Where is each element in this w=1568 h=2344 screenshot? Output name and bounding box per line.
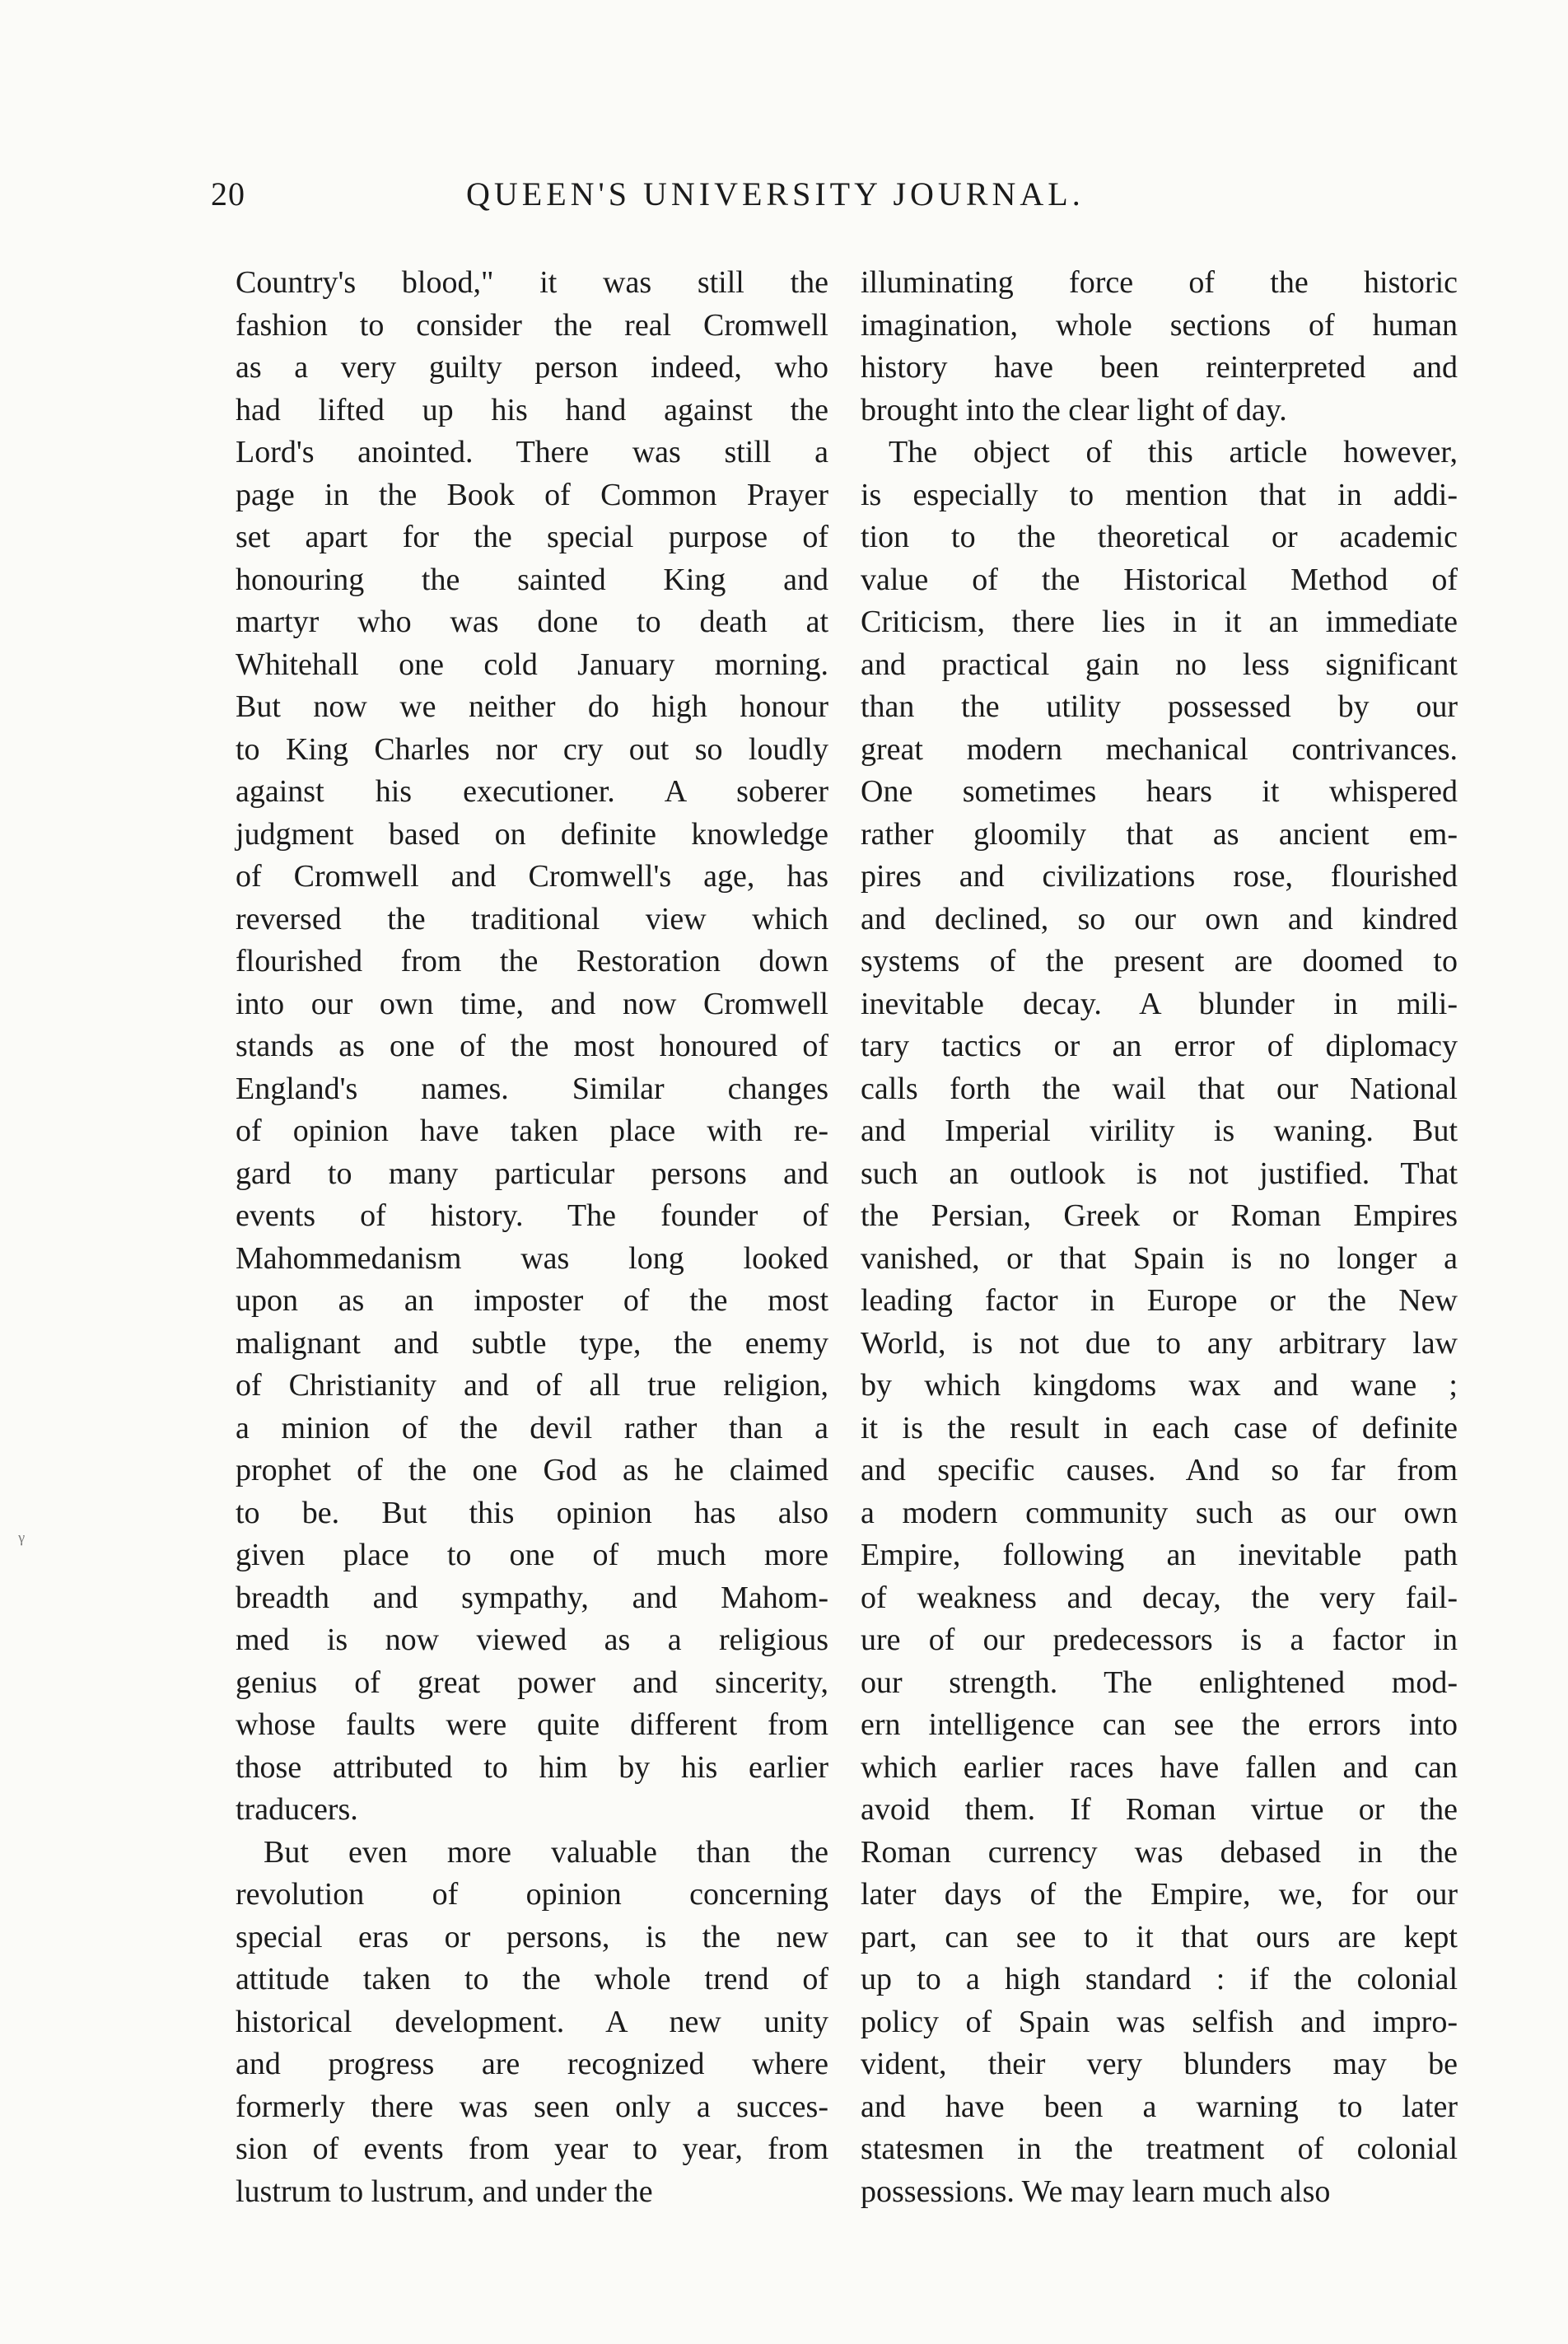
text-line: a minion of the devil rather than a	[236, 1410, 828, 1445]
text-line: ure of our predecessors is a factor in	[861, 1623, 1458, 1657]
text-line: and specific causes. And so far from	[861, 1453, 1458, 1487]
text-line: Empire, following an inevitable path	[861, 1538, 1458, 1572]
text-line: later days of the Empire, we, for our	[861, 1877, 1458, 1912]
text-line: set apart for the special purpose of	[236, 520, 828, 554]
text-line: calls forth the wail that our National	[861, 1071, 1458, 1106]
text-line: One sometimes hears it whispered	[861, 774, 1458, 809]
text-line: and declined, so our own and kindred	[861, 901, 1458, 936]
left-column	[236, 262, 828, 2213]
text-line: breadth and sympathy, and Mahom-	[236, 1580, 828, 1615]
text-line: history have been reinterpreted and	[861, 350, 1458, 385]
text-line: of Cromwell and Cromwell's age, has	[236, 859, 828, 894]
text-line: and have been a warning to later	[861, 2089, 1458, 2124]
text-line: martyr who was done to death at	[236, 605, 828, 639]
text-line: to be. But this opinion has also	[236, 1495, 828, 1530]
text-line: of opinion have taken place with re-	[236, 1114, 828, 1148]
text-line: England's names. Similar changes	[236, 1071, 828, 1106]
text-line: it is the result in each case of definite	[861, 1410, 1458, 1445]
text-line: leading factor in Europe or the New	[861, 1283, 1458, 1318]
text-line: honouring the sainted King and	[236, 562, 828, 597]
text-line: flourished from the Restoration down	[236, 944, 828, 978]
text-line: historical development. A new unity	[236, 2004, 828, 2039]
text-line: value of the Historical Method of	[861, 562, 1458, 597]
text-line: imagination, whole sections of human	[861, 307, 1458, 343]
text-line: to King Charles nor cry out so loudly	[236, 731, 828, 767]
journal-title: QUEEN'S UNIVERSITY JOURNAL.	[466, 175, 1085, 212]
text-line: med is now viewed as a religious	[236, 1623, 828, 1657]
scan-mark: ᵞ	[18, 1528, 25, 1555]
text-line: and progress are recognized where	[236, 2047, 828, 2081]
text-line: policy of Spain was selfish and impro-	[861, 2004, 1458, 2039]
text-line: reversed the traditional view which	[236, 901, 828, 936]
text-line: malignant and subtle type, the enemy	[236, 1325, 828, 1361]
text-line: revolution of opinion concerning	[236, 1877, 828, 1912]
text-line: and Imperial virility is waning. But	[861, 1114, 1458, 1148]
text-line: ern intelligence can see the errors into	[861, 1707, 1458, 1742]
text-line: avoid them. If Roman virtue or the	[861, 1792, 1458, 1827]
text-line: is especially to mention that in addi-	[861, 477, 1458, 512]
text-line: formerly there was seen only a succes-	[236, 2089, 828, 2124]
text-line: gard to many particular persons and	[236, 1156, 828, 1191]
text-line: World, is not due to any arbitrary law	[861, 1325, 1458, 1361]
text-line: by which kingdoms wax and wane ;	[861, 1368, 1458, 1403]
text-line: systems of the present are doomed to	[861, 944, 1458, 978]
text-line: into our own time, and now Cromwell	[236, 986, 828, 1021]
text-line: But even more valuable than the	[264, 1834, 828, 1870]
text-line: traducers.	[236, 1792, 358, 1827]
page-number: 20	[211, 175, 245, 212]
text-line: whose faults were quite different from	[236, 1707, 828, 1742]
text-line: as a very guilty person indeed, who	[236, 350, 828, 385]
text-line: rather gloomily that as ancient em-	[861, 816, 1458, 852]
text-line: The object of this article however,	[889, 435, 1458, 469]
text-line: sion of events from year to year, from	[236, 2132, 828, 2166]
text-line: the Persian, Greek or Roman Empires	[861, 1198, 1458, 1233]
text-line: great modern mechanical contrivances.	[861, 731, 1458, 767]
text-line: of Christianity and of all true religion,	[236, 1368, 828, 1403]
text-line: illuminating force of the historic	[861, 265, 1458, 300]
text-line: possessions. We may learn much also	[861, 2174, 1331, 2209]
text-line: those attributed to him by his earlier	[236, 1749, 828, 1785]
text-line: events of history. The founder of	[236, 1198, 828, 1233]
text-line: and practical gain no less significant	[861, 647, 1458, 682]
text-line: against his executioner. A soberer	[236, 774, 828, 809]
text-line: brought into the clear light of day.	[861, 392, 1287, 427]
text-line: pires and civilizations rose, flourished	[861, 859, 1458, 894]
text-line: attitude taken to the whole trend of	[236, 1962, 828, 1996]
text-line: of weakness and decay, the very fail-	[861, 1580, 1458, 1615]
text-line: judgment based on definite knowledge	[236, 816, 828, 852]
running-header	[211, 175, 1446, 232]
text-line: inevitable decay. A blunder in mili-	[861, 986, 1458, 1021]
text-line: Roman currency was debased in the	[861, 1834, 1458, 1870]
text-line: Whitehall one cold January morning.	[236, 647, 828, 682]
text-line: statesmen in the treatment of colonial	[861, 2132, 1458, 2166]
text-line: up to a high standard : if the colonial	[861, 1962, 1458, 1996]
text-line: had lifted up his hand against the	[236, 392, 828, 427]
text-line: vanished, or that Spain is no longer a	[861, 1240, 1458, 1276]
text-line: part, can see to it that ours are kept	[861, 1919, 1458, 1954]
text-line: Criticism, there lies in it an immediate	[861, 605, 1458, 639]
text-line: fashion to consider the real Cromwell	[236, 307, 828, 343]
text-line: Country's blood," it was still the	[236, 265, 828, 300]
text-line: Mahommedanism was long looked	[236, 1240, 828, 1276]
text-line: such an outlook is not justified. That	[861, 1156, 1458, 1191]
text-line: tion to the theoretical or academic	[861, 520, 1458, 554]
text-line: given place to one of much more	[236, 1538, 828, 1572]
text-line: prophet of the one God as he claimed	[236, 1453, 828, 1487]
text-line: stands as one of the most honoured of	[236, 1029, 828, 1063]
text-line: vident, their very blunders may be	[861, 2047, 1458, 2081]
text-line: tary tactics or an error of diplomacy	[861, 1029, 1458, 1063]
text-line: special eras or persons, is the new	[236, 1919, 828, 1954]
text-line: lustrum to lustrum, and under the	[236, 2174, 653, 2209]
text-line: which earlier races have fallen and can	[861, 1749, 1458, 1785]
text-line: genius of great power and sincerity,	[236, 1665, 828, 1700]
text-line: a modern community such as our own	[861, 1495, 1458, 1530]
text-line: page in the Book of Common Prayer	[236, 477, 828, 512]
text-line: our strength. The enlightened mod-	[861, 1665, 1458, 1700]
text-line: Lord's anointed. There was still a	[236, 435, 828, 469]
text-line: But now we neither do high honour	[236, 689, 828, 724]
right-column	[861, 262, 1458, 2213]
text-line: than the utility possessed by our	[861, 689, 1458, 724]
text-line: upon as an imposter of the most	[236, 1283, 828, 1318]
